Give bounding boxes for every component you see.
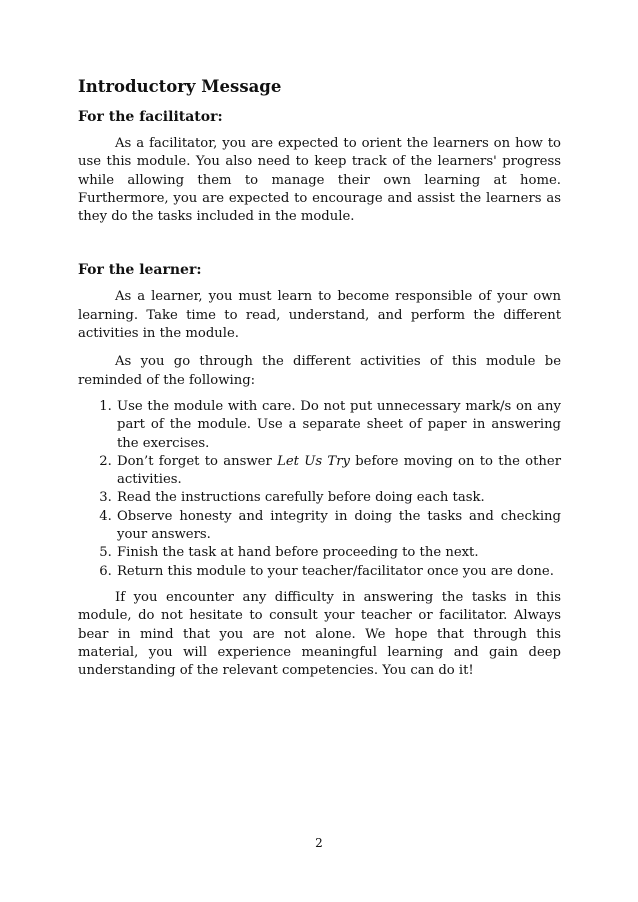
section-spacer: [78, 226, 561, 260]
module-page: [78, 76, 561, 680]
list-item: 6. Return this module to your teacher/facilitator once you are done.: [116, 563, 561, 581]
page-title: Introductory Message: [78, 77, 282, 96]
closing-paragraph: If you encounter any difficulty in answering the tasks in this module, do not hesitate to consult your teacher or facilitator. Always bear in mind that you are not alone. We hope that through this material, you will experience meaningful learning and gain deep understanding of the relevant competencies. You can do it!: [78, 589, 561, 679]
learner-paragraph-1: As a learner, you must learn to become responsible of your own learning. Take time to read, understand, and perform the different activities in the module.: [78, 289, 561, 342]
facilitator-heading: For the facilitator:: [78, 109, 223, 125]
list-item: 4. Observe honesty and integrity in doing the tasks and checking your answers.: [116, 508, 561, 545]
reminder-list: [78, 398, 561, 581]
learner-paragraph-2: As you go through the different activities of this module be reminded of the following:: [78, 354, 561, 388]
list-item: 5. Finish the task at hand before proceeding to the next.: [116, 544, 561, 562]
list-item-text: before moving on to the other activities.: [117, 453, 561, 488]
page-number: 2: [315, 836, 323, 850]
emphasis-text: Let Us Try: [277, 453, 350, 469]
list-item: [116, 453, 561, 490]
facilitator-paragraph: As a facilitator, you are expected to orient the learners on how to use this module. You also need to keep track of the learners' progress while allowing them to manage their own learning at home. Furthermore, you are expected to encourage and assist the learners as they do the tasks included in the module.: [78, 136, 561, 225]
paragraph-spacer: [78, 343, 561, 353]
list-item: 1. Use the module with care. Do not put unnecessary mark/s on any part of the module. Use a separate sheet of paper in answering the exercises.: [116, 398, 561, 453]
list-item: 3. Read the instructions carefully before doing each task.: [116, 489, 561, 507]
list-item-text: Don’t forget to answer: [117, 453, 278, 469]
learner-heading: For the learner:: [78, 262, 202, 279]
